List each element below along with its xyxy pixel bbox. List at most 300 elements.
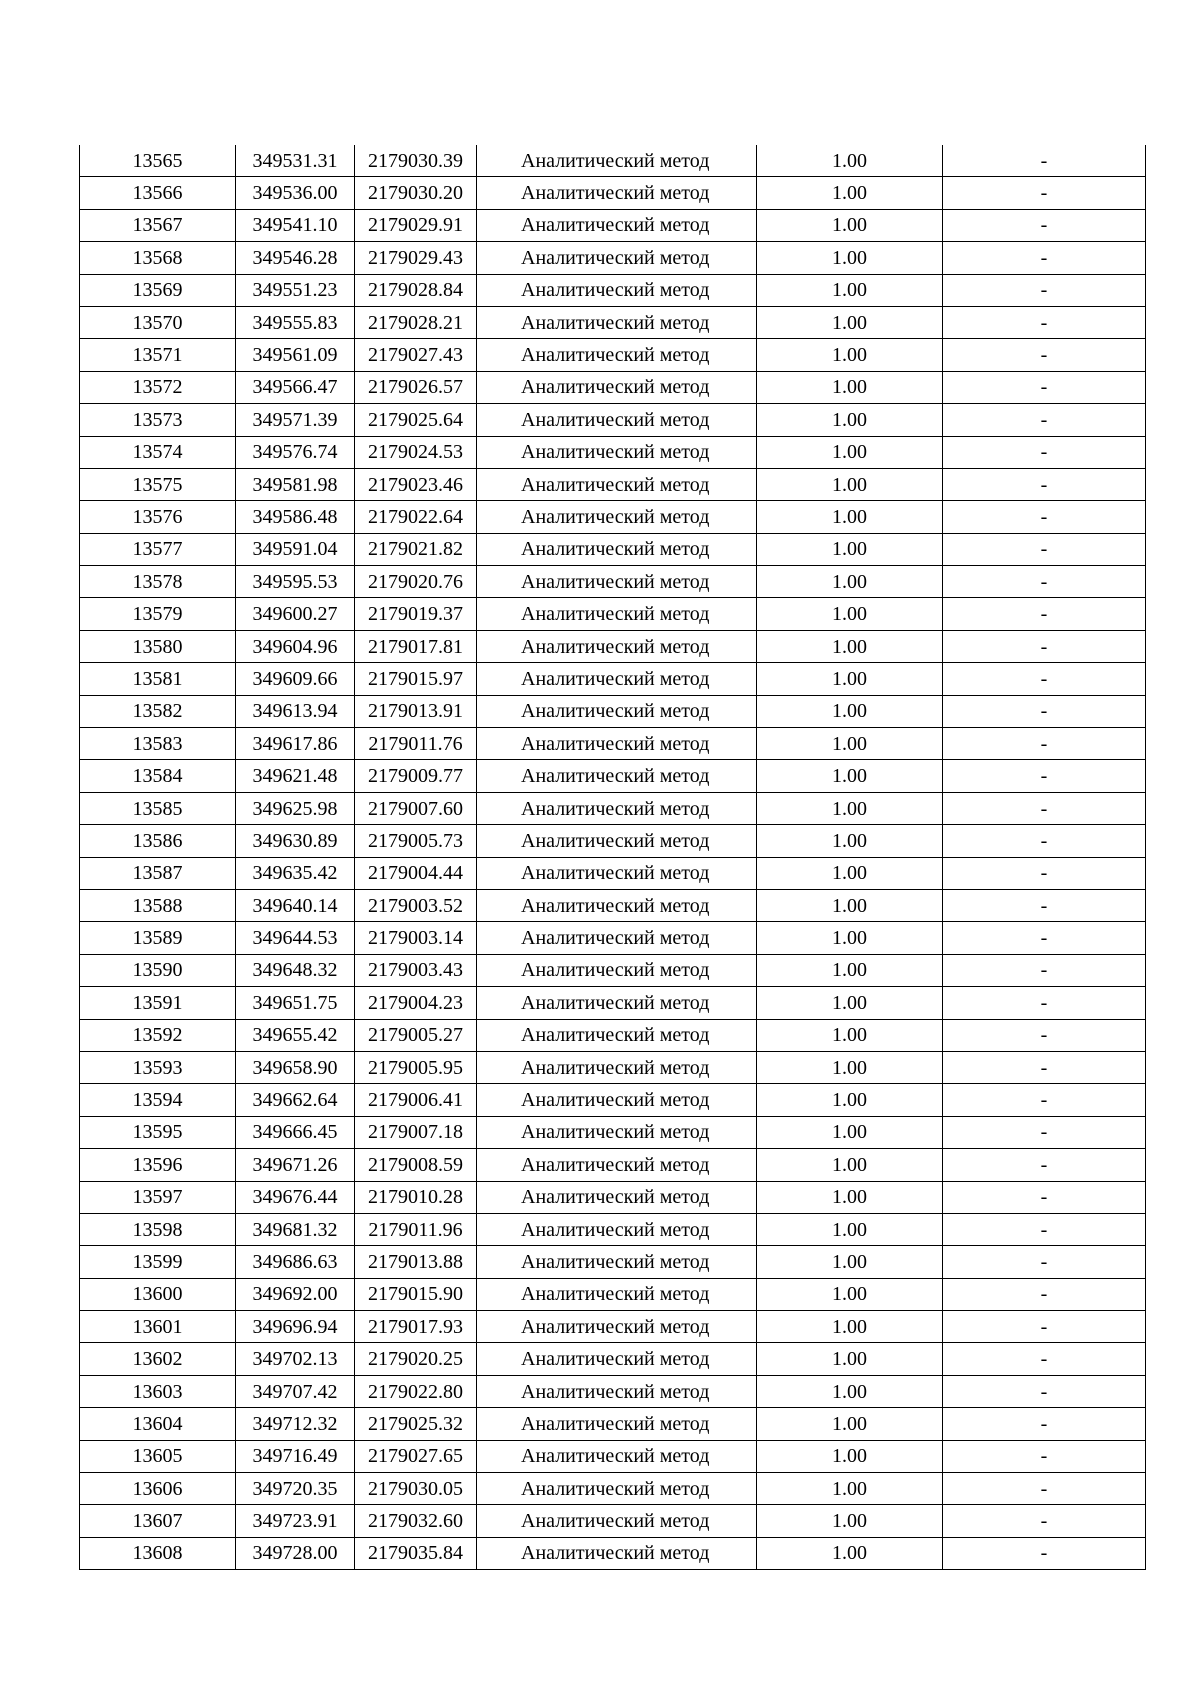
y-coordinate-cell: 2179024.53 bbox=[355, 436, 477, 468]
x-coordinate-cell: 349555.83 bbox=[236, 306, 355, 338]
point-number-cell: 13604 bbox=[80, 1408, 236, 1440]
method-cell: Аналитический метод bbox=[477, 306, 757, 338]
x-coordinate-cell: 349702.13 bbox=[236, 1343, 355, 1375]
accuracy-cell: 1.00 bbox=[757, 1440, 943, 1472]
table-row bbox=[80, 1408, 1146, 1440]
method-cell: Аналитический метод bbox=[477, 1440, 757, 1472]
note-cell: - bbox=[943, 987, 1146, 1019]
point-number-cell: 13599 bbox=[80, 1246, 236, 1278]
y-coordinate-cell: 2179025.64 bbox=[355, 404, 477, 436]
method-cell: Аналитический метод bbox=[477, 857, 757, 889]
table-row bbox=[80, 242, 1146, 274]
y-coordinate-cell: 2179019.37 bbox=[355, 598, 477, 630]
point-number-cell: 13573 bbox=[80, 404, 236, 436]
y-coordinate-cell: 2179003.43 bbox=[355, 954, 477, 986]
accuracy-cell: 1.00 bbox=[757, 1116, 943, 1148]
accuracy-cell: 1.00 bbox=[757, 954, 943, 986]
y-coordinate-cell: 2179004.23 bbox=[355, 987, 477, 1019]
y-coordinate-cell: 2179021.82 bbox=[355, 533, 477, 565]
x-coordinate-cell: 349720.35 bbox=[236, 1473, 355, 1505]
y-coordinate-cell: 2179003.14 bbox=[355, 922, 477, 954]
point-number-cell: 13605 bbox=[80, 1440, 236, 1472]
method-cell: Аналитический метод bbox=[477, 1537, 757, 1569]
table-row bbox=[80, 1149, 1146, 1181]
accuracy-cell: 1.00 bbox=[757, 728, 943, 760]
x-coordinate-cell: 349609.66 bbox=[236, 663, 355, 695]
method-cell: Аналитический метод bbox=[477, 728, 757, 760]
table-row bbox=[80, 1051, 1146, 1083]
x-coordinate-cell: 349635.42 bbox=[236, 857, 355, 889]
note-cell: - bbox=[943, 566, 1146, 598]
accuracy-cell: 1.00 bbox=[757, 339, 943, 371]
x-coordinate-cell: 349551.23 bbox=[236, 274, 355, 306]
note-cell: - bbox=[943, 1116, 1146, 1148]
x-coordinate-cell: 349658.90 bbox=[236, 1051, 355, 1083]
x-coordinate-cell: 349586.48 bbox=[236, 501, 355, 533]
x-coordinate-cell: 349571.39 bbox=[236, 404, 355, 436]
note-cell: - bbox=[943, 1084, 1146, 1116]
point-number-cell: 13566 bbox=[80, 177, 236, 209]
x-coordinate-cell: 349613.94 bbox=[236, 695, 355, 727]
note-cell: - bbox=[943, 1213, 1146, 1245]
accuracy-cell: 1.00 bbox=[757, 566, 943, 598]
x-coordinate-cell: 349536.00 bbox=[236, 177, 355, 209]
y-coordinate-cell: 2179011.76 bbox=[355, 728, 477, 760]
point-number-cell: 13570 bbox=[80, 306, 236, 338]
accuracy-cell: 1.00 bbox=[757, 1019, 943, 1051]
point-number-cell: 13593 bbox=[80, 1051, 236, 1083]
accuracy-cell: 1.00 bbox=[757, 1505, 943, 1537]
table-row bbox=[80, 1181, 1146, 1213]
point-number-cell: 13576 bbox=[80, 501, 236, 533]
point-number-cell: 13585 bbox=[80, 792, 236, 824]
method-cell: Аналитический метод bbox=[477, 209, 757, 241]
note-cell: - bbox=[943, 1278, 1146, 1310]
x-coordinate-cell: 349723.91 bbox=[236, 1505, 355, 1537]
method-cell: Аналитический метод bbox=[477, 1505, 757, 1537]
table-row bbox=[80, 598, 1146, 630]
table-row bbox=[80, 1084, 1146, 1116]
note-cell: - bbox=[943, 371, 1146, 403]
accuracy-cell: 1.00 bbox=[757, 922, 943, 954]
point-number-cell: 13568 bbox=[80, 242, 236, 274]
note-cell: - bbox=[943, 728, 1146, 760]
x-coordinate-cell: 349600.27 bbox=[236, 598, 355, 630]
method-cell: Аналитический метод bbox=[477, 630, 757, 662]
x-coordinate-cell: 349644.53 bbox=[236, 922, 355, 954]
accuracy-cell: 1.00 bbox=[757, 1473, 943, 1505]
point-number-cell: 13579 bbox=[80, 598, 236, 630]
note-cell: - bbox=[943, 339, 1146, 371]
method-cell: Аналитический метод bbox=[477, 1213, 757, 1245]
method-cell: Аналитический метод bbox=[477, 598, 757, 630]
note-cell: - bbox=[943, 598, 1146, 630]
y-coordinate-cell: 2179035.84 bbox=[355, 1537, 477, 1569]
y-coordinate-cell: 2179017.93 bbox=[355, 1311, 477, 1343]
table-row bbox=[80, 177, 1146, 209]
method-cell: Аналитический метод bbox=[477, 1051, 757, 1083]
note-cell: - bbox=[943, 630, 1146, 662]
accuracy-cell: 1.00 bbox=[757, 1181, 943, 1213]
accuracy-cell: 1.00 bbox=[757, 760, 943, 792]
y-coordinate-cell: 2179009.77 bbox=[355, 760, 477, 792]
note-cell: - bbox=[943, 1181, 1146, 1213]
accuracy-cell: 1.00 bbox=[757, 987, 943, 1019]
x-coordinate-cell: 349696.94 bbox=[236, 1311, 355, 1343]
point-number-cell: 13581 bbox=[80, 663, 236, 695]
point-number-cell: 13586 bbox=[80, 825, 236, 857]
table-row bbox=[80, 1278, 1146, 1310]
method-cell: Аналитический метод bbox=[477, 566, 757, 598]
method-cell: Аналитический метод bbox=[477, 663, 757, 695]
note-cell: - bbox=[943, 242, 1146, 274]
method-cell: Аналитический метод bbox=[477, 825, 757, 857]
x-coordinate-cell: 349712.32 bbox=[236, 1408, 355, 1440]
note-cell: - bbox=[943, 792, 1146, 824]
method-cell: Аналитический метод bbox=[477, 987, 757, 1019]
y-coordinate-cell: 2179017.81 bbox=[355, 630, 477, 662]
table-row bbox=[80, 566, 1146, 598]
point-number-cell: 13567 bbox=[80, 209, 236, 241]
note-cell: - bbox=[943, 209, 1146, 241]
point-number-cell: 13583 bbox=[80, 728, 236, 760]
method-cell: Аналитический метод bbox=[477, 404, 757, 436]
note-cell: - bbox=[943, 468, 1146, 500]
accuracy-cell: 1.00 bbox=[757, 404, 943, 436]
y-coordinate-cell: 2179013.91 bbox=[355, 695, 477, 727]
accuracy-cell: 1.00 bbox=[757, 145, 943, 177]
method-cell: Аналитический метод bbox=[477, 1181, 757, 1213]
table-row bbox=[80, 1375, 1146, 1407]
accuracy-cell: 1.00 bbox=[757, 274, 943, 306]
note-cell: - bbox=[943, 1343, 1146, 1375]
point-number-cell: 13584 bbox=[80, 760, 236, 792]
y-coordinate-cell: 2179006.41 bbox=[355, 1084, 477, 1116]
table-row bbox=[80, 306, 1146, 338]
point-number-cell: 13587 bbox=[80, 857, 236, 889]
x-coordinate-cell: 349546.28 bbox=[236, 242, 355, 274]
note-cell: - bbox=[943, 1051, 1146, 1083]
point-number-cell: 13580 bbox=[80, 630, 236, 662]
point-number-cell: 13588 bbox=[80, 889, 236, 921]
point-number-cell: 13577 bbox=[80, 533, 236, 565]
note-cell: - bbox=[943, 954, 1146, 986]
note-cell: - bbox=[943, 306, 1146, 338]
table-row bbox=[80, 1537, 1146, 1569]
x-coordinate-cell: 349581.98 bbox=[236, 468, 355, 500]
table-row bbox=[80, 1473, 1146, 1505]
accuracy-cell: 1.00 bbox=[757, 825, 943, 857]
x-coordinate-cell: 349681.32 bbox=[236, 1213, 355, 1245]
y-coordinate-cell: 2179007.18 bbox=[355, 1116, 477, 1148]
accuracy-cell: 1.00 bbox=[757, 1311, 943, 1343]
x-coordinate-cell: 349621.48 bbox=[236, 760, 355, 792]
table-row bbox=[80, 987, 1146, 1019]
accuracy-cell: 1.00 bbox=[757, 663, 943, 695]
point-number-cell: 13569 bbox=[80, 274, 236, 306]
accuracy-cell: 1.00 bbox=[757, 242, 943, 274]
accuracy-cell: 1.00 bbox=[757, 889, 943, 921]
method-cell: Аналитический метод bbox=[477, 1473, 757, 1505]
point-number-cell: 13596 bbox=[80, 1149, 236, 1181]
accuracy-cell: 1.00 bbox=[757, 1051, 943, 1083]
y-coordinate-cell: 2179026.57 bbox=[355, 371, 477, 403]
note-cell: - bbox=[943, 695, 1146, 727]
y-coordinate-cell: 2179027.65 bbox=[355, 1440, 477, 1472]
method-cell: Аналитический метод bbox=[477, 1149, 757, 1181]
method-cell: Аналитический метод bbox=[477, 242, 757, 274]
accuracy-cell: 1.00 bbox=[757, 306, 943, 338]
y-coordinate-cell: 2179030.39 bbox=[355, 145, 477, 177]
note-cell: - bbox=[943, 1505, 1146, 1537]
y-coordinate-cell: 2179007.60 bbox=[355, 792, 477, 824]
accuracy-cell: 1.00 bbox=[757, 695, 943, 727]
x-coordinate-cell: 349655.42 bbox=[236, 1019, 355, 1051]
accuracy-cell: 1.00 bbox=[757, 177, 943, 209]
y-coordinate-cell: 2179013.88 bbox=[355, 1246, 477, 1278]
method-cell: Аналитический метод bbox=[477, 1116, 757, 1148]
x-coordinate-cell: 349671.26 bbox=[236, 1149, 355, 1181]
point-number-cell: 13591 bbox=[80, 987, 236, 1019]
point-number-cell: 13601 bbox=[80, 1311, 236, 1343]
method-cell: Аналитический метод bbox=[477, 1019, 757, 1051]
point-number-cell: 13589 bbox=[80, 922, 236, 954]
method-cell: Аналитический метод bbox=[477, 889, 757, 921]
y-coordinate-cell: 2179029.43 bbox=[355, 242, 477, 274]
method-cell: Аналитический метод bbox=[477, 145, 757, 177]
coordinates-table bbox=[79, 145, 1146, 1570]
table-row bbox=[80, 760, 1146, 792]
method-cell: Аналитический метод bbox=[477, 1408, 757, 1440]
table-row bbox=[80, 145, 1146, 177]
method-cell: Аналитический метод bbox=[477, 468, 757, 500]
point-number-cell: 13575 bbox=[80, 468, 236, 500]
point-number-cell: 13597 bbox=[80, 1181, 236, 1213]
note-cell: - bbox=[943, 1375, 1146, 1407]
accuracy-cell: 1.00 bbox=[757, 792, 943, 824]
point-number-cell: 13571 bbox=[80, 339, 236, 371]
x-coordinate-cell: 349648.32 bbox=[236, 954, 355, 986]
y-coordinate-cell: 2179023.46 bbox=[355, 468, 477, 500]
y-coordinate-cell: 2179027.43 bbox=[355, 339, 477, 371]
table-row bbox=[80, 889, 1146, 921]
accuracy-cell: 1.00 bbox=[757, 1537, 943, 1569]
accuracy-cell: 1.00 bbox=[757, 598, 943, 630]
method-cell: Аналитический метод bbox=[477, 501, 757, 533]
table-row bbox=[80, 371, 1146, 403]
table-row bbox=[80, 274, 1146, 306]
method-cell: Аналитический метод bbox=[477, 954, 757, 986]
x-coordinate-cell: 349662.64 bbox=[236, 1084, 355, 1116]
x-coordinate-cell: 349561.09 bbox=[236, 339, 355, 371]
y-coordinate-cell: 2179015.97 bbox=[355, 663, 477, 695]
y-coordinate-cell: 2179030.05 bbox=[355, 1473, 477, 1505]
x-coordinate-cell: 349625.98 bbox=[236, 792, 355, 824]
x-coordinate-cell: 349531.31 bbox=[236, 145, 355, 177]
note-cell: - bbox=[943, 825, 1146, 857]
note-cell: - bbox=[943, 760, 1146, 792]
point-number-cell: 13572 bbox=[80, 371, 236, 403]
table-row bbox=[80, 404, 1146, 436]
note-cell: - bbox=[943, 533, 1146, 565]
method-cell: Аналитический метод bbox=[477, 1084, 757, 1116]
coordinates-table-body bbox=[80, 145, 1146, 1570]
accuracy-cell: 1.00 bbox=[757, 209, 943, 241]
accuracy-cell: 1.00 bbox=[757, 371, 943, 403]
note-cell: - bbox=[943, 145, 1146, 177]
note-cell: - bbox=[943, 1408, 1146, 1440]
y-coordinate-cell: 2179029.91 bbox=[355, 209, 477, 241]
accuracy-cell: 1.00 bbox=[757, 1278, 943, 1310]
y-coordinate-cell: 2179004.44 bbox=[355, 857, 477, 889]
point-number-cell: 13602 bbox=[80, 1343, 236, 1375]
accuracy-cell: 1.00 bbox=[757, 630, 943, 662]
table-row bbox=[80, 663, 1146, 695]
method-cell: Аналитический метод bbox=[477, 922, 757, 954]
table-row bbox=[80, 954, 1146, 986]
table-row bbox=[80, 1116, 1146, 1148]
method-cell: Аналитический метод bbox=[477, 695, 757, 727]
point-number-cell: 13582 bbox=[80, 695, 236, 727]
y-coordinate-cell: 2179010.28 bbox=[355, 1181, 477, 1213]
x-coordinate-cell: 349692.00 bbox=[236, 1278, 355, 1310]
method-cell: Аналитический метод bbox=[477, 760, 757, 792]
note-cell: - bbox=[943, 889, 1146, 921]
y-coordinate-cell: 2179005.27 bbox=[355, 1019, 477, 1051]
table-row bbox=[80, 922, 1146, 954]
x-coordinate-cell: 349728.00 bbox=[236, 1537, 355, 1569]
accuracy-cell: 1.00 bbox=[757, 1375, 943, 1407]
y-coordinate-cell: 2179030.20 bbox=[355, 177, 477, 209]
table-row bbox=[80, 533, 1146, 565]
x-coordinate-cell: 349716.49 bbox=[236, 1440, 355, 1472]
x-coordinate-cell: 349640.14 bbox=[236, 889, 355, 921]
point-number-cell: 13608 bbox=[80, 1537, 236, 1569]
y-coordinate-cell: 2179022.80 bbox=[355, 1375, 477, 1407]
table-row bbox=[80, 728, 1146, 760]
point-number-cell: 13592 bbox=[80, 1019, 236, 1051]
method-cell: Аналитический метод bbox=[477, 792, 757, 824]
table-row bbox=[80, 1505, 1146, 1537]
method-cell: Аналитический метод bbox=[477, 1246, 757, 1278]
y-coordinate-cell: 2179028.84 bbox=[355, 274, 477, 306]
accuracy-cell: 1.00 bbox=[757, 1213, 943, 1245]
y-coordinate-cell: 2179020.76 bbox=[355, 566, 477, 598]
y-coordinate-cell: 2179025.32 bbox=[355, 1408, 477, 1440]
x-coordinate-cell: 349676.44 bbox=[236, 1181, 355, 1213]
table-row bbox=[80, 501, 1146, 533]
point-number-cell: 13574 bbox=[80, 436, 236, 468]
table-row bbox=[80, 209, 1146, 241]
note-cell: - bbox=[943, 857, 1146, 889]
method-cell: Аналитический метод bbox=[477, 1375, 757, 1407]
x-coordinate-cell: 349566.47 bbox=[236, 371, 355, 403]
table-row bbox=[80, 1246, 1146, 1278]
accuracy-cell: 1.00 bbox=[757, 501, 943, 533]
method-cell: Аналитический метод bbox=[477, 1278, 757, 1310]
point-number-cell: 13600 bbox=[80, 1278, 236, 1310]
point-number-cell: 13565 bbox=[80, 145, 236, 177]
point-number-cell: 13606 bbox=[80, 1473, 236, 1505]
x-coordinate-cell: 349617.86 bbox=[236, 728, 355, 760]
table-row bbox=[80, 695, 1146, 727]
accuracy-cell: 1.00 bbox=[757, 857, 943, 889]
accuracy-cell: 1.00 bbox=[757, 468, 943, 500]
y-coordinate-cell: 2179005.73 bbox=[355, 825, 477, 857]
table-row bbox=[80, 1213, 1146, 1245]
x-coordinate-cell: 349591.04 bbox=[236, 533, 355, 565]
note-cell: - bbox=[943, 501, 1146, 533]
x-coordinate-cell: 349707.42 bbox=[236, 1375, 355, 1407]
x-coordinate-cell: 349576.74 bbox=[236, 436, 355, 468]
note-cell: - bbox=[943, 1473, 1146, 1505]
method-cell: Аналитический метод bbox=[477, 533, 757, 565]
note-cell: - bbox=[943, 1019, 1146, 1051]
x-coordinate-cell: 349686.63 bbox=[236, 1246, 355, 1278]
point-number-cell: 13595 bbox=[80, 1116, 236, 1148]
y-coordinate-cell: 2179020.25 bbox=[355, 1343, 477, 1375]
table-row bbox=[80, 792, 1146, 824]
x-coordinate-cell: 349541.10 bbox=[236, 209, 355, 241]
accuracy-cell: 1.00 bbox=[757, 436, 943, 468]
table-row bbox=[80, 1343, 1146, 1375]
accuracy-cell: 1.00 bbox=[757, 533, 943, 565]
y-coordinate-cell: 2179028.21 bbox=[355, 306, 477, 338]
note-cell: - bbox=[943, 404, 1146, 436]
table-row bbox=[80, 339, 1146, 371]
y-coordinate-cell: 2179003.52 bbox=[355, 889, 477, 921]
y-coordinate-cell: 2179032.60 bbox=[355, 1505, 477, 1537]
table-row bbox=[80, 1440, 1146, 1472]
y-coordinate-cell: 2179022.64 bbox=[355, 501, 477, 533]
x-coordinate-cell: 349595.53 bbox=[236, 566, 355, 598]
note-cell: - bbox=[943, 1149, 1146, 1181]
x-coordinate-cell: 349651.75 bbox=[236, 987, 355, 1019]
point-number-cell: 13603 bbox=[80, 1375, 236, 1407]
point-number-cell: 13578 bbox=[80, 566, 236, 598]
note-cell: - bbox=[943, 1440, 1146, 1472]
x-coordinate-cell: 349666.45 bbox=[236, 1116, 355, 1148]
method-cell: Аналитический метод bbox=[477, 1343, 757, 1375]
y-coordinate-cell: 2179015.90 bbox=[355, 1278, 477, 1310]
method-cell: Аналитический метод bbox=[477, 436, 757, 468]
y-coordinate-cell: 2179005.95 bbox=[355, 1051, 477, 1083]
table-row bbox=[80, 1311, 1146, 1343]
method-cell: Аналитический метод bbox=[477, 371, 757, 403]
accuracy-cell: 1.00 bbox=[757, 1246, 943, 1278]
method-cell: Аналитический метод bbox=[477, 1311, 757, 1343]
point-number-cell: 13594 bbox=[80, 1084, 236, 1116]
note-cell: - bbox=[943, 1311, 1146, 1343]
method-cell: Аналитический метод bbox=[477, 339, 757, 371]
note-cell: - bbox=[943, 177, 1146, 209]
y-coordinate-cell: 2179008.59 bbox=[355, 1149, 477, 1181]
note-cell: - bbox=[943, 1246, 1146, 1278]
note-cell: - bbox=[943, 922, 1146, 954]
table-row bbox=[80, 825, 1146, 857]
accuracy-cell: 1.00 bbox=[757, 1084, 943, 1116]
table-row bbox=[80, 436, 1146, 468]
method-cell: Аналитический метод bbox=[477, 274, 757, 306]
x-coordinate-cell: 349630.89 bbox=[236, 825, 355, 857]
note-cell: - bbox=[943, 1537, 1146, 1569]
table-row bbox=[80, 630, 1146, 662]
method-cell: Аналитический метод bbox=[477, 177, 757, 209]
y-coordinate-cell: 2179011.96 bbox=[355, 1213, 477, 1245]
table-row bbox=[80, 1019, 1146, 1051]
note-cell: - bbox=[943, 663, 1146, 695]
note-cell: - bbox=[943, 436, 1146, 468]
